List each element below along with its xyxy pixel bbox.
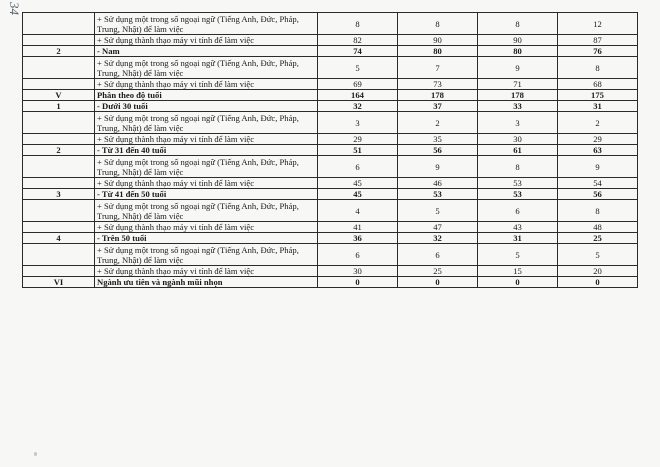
stt-cell — [23, 13, 95, 35]
stt-cell: 1 — [23, 101, 95, 112]
label-cell: + Sử dụng một trong số ngoại ngữ (Tiếng Anh, Đức, Pháp, Trung, Nhật) để làm việc — [95, 156, 318, 178]
stt-cell: 3 — [23, 189, 95, 200]
value-cell-2: 178 — [398, 90, 478, 101]
table-row-heading — [23, 145, 638, 156]
stt-cell: 4 — [23, 233, 95, 244]
value-cell-2: 90 — [398, 35, 478, 46]
value-cell-1: 6 — [318, 156, 398, 178]
table-row — [23, 134, 638, 145]
value-cell-1: 82 — [318, 35, 398, 46]
value-cell-3: 53 — [478, 189, 558, 200]
value-cell-4: 87 — [558, 35, 638, 46]
table-row — [23, 57, 638, 79]
value-cell-3: 8 — [478, 13, 558, 35]
value-cell-2: 25 — [398, 266, 478, 277]
label-cell: Ngành ưu tiên và ngành mũi nhọn — [95, 277, 318, 288]
value-cell-1: 69 — [318, 79, 398, 90]
label-cell: + Sử dụng một trong số ngoại ngữ (Tiếng Anh, Đức, Pháp, Trung, Nhật) để làm việc — [95, 200, 318, 222]
value-cell-3: 61 — [478, 145, 558, 156]
value-cell-4: 56 — [558, 189, 638, 200]
stt-cell: 2 — [23, 145, 95, 156]
value-cell-4: 31 — [558, 101, 638, 112]
table-row — [23, 244, 638, 266]
value-cell-3: 8 — [478, 156, 558, 178]
value-cell-1: 74 — [318, 46, 398, 57]
stt-cell — [23, 156, 95, 178]
value-cell-2: 56 — [398, 145, 478, 156]
value-cell-3: 33 — [478, 101, 558, 112]
value-cell-2: 8 — [398, 13, 478, 35]
value-cell-4: 25 — [558, 233, 638, 244]
table-row-heading — [23, 46, 638, 57]
value-cell-3: 6 — [478, 200, 558, 222]
value-cell-1: 45 — [318, 189, 398, 200]
value-cell-1: 36 — [318, 233, 398, 244]
value-cell-3: 53 — [478, 178, 558, 189]
value-cell-1: 3 — [318, 112, 398, 134]
table-row — [23, 178, 638, 189]
value-cell-3: 31 — [478, 233, 558, 244]
value-cell-3: 15 — [478, 266, 558, 277]
value-cell-3: 3 — [478, 112, 558, 134]
table-row — [23, 35, 638, 46]
label-cell: + Sử dụng thành thạo máy vi tính để làm việc — [95, 266, 318, 277]
value-cell-1: 32 — [318, 101, 398, 112]
value-cell-2: 7 — [398, 57, 478, 79]
value-cell-4: 20 — [558, 266, 638, 277]
stt-cell — [23, 35, 95, 46]
value-cell-1: 164 — [318, 90, 398, 101]
value-cell-2: 53 — [398, 189, 478, 200]
value-cell-3: 71 — [478, 79, 558, 90]
value-cell-4: 0 — [558, 277, 638, 288]
stt-cell: V — [23, 90, 95, 101]
value-cell-3: 90 — [478, 35, 558, 46]
label-cell: + Sử dụng một trong số ngoại ngữ (Tiếng Anh, Đức, Pháp, Trung, Nhật) để làm việc — [95, 13, 318, 35]
table-row — [23, 79, 638, 90]
value-cell-2: 9 — [398, 156, 478, 178]
value-cell-2: 47 — [398, 222, 478, 233]
value-cell-4: 5 — [558, 244, 638, 266]
label-cell: - Từ 41 đến 50 tuổi — [95, 189, 318, 200]
value-cell-4: 29 — [558, 134, 638, 145]
label-cell: + Sử dụng thành thạo máy vi tính để làm việc — [95, 178, 318, 189]
stt-cell — [23, 57, 95, 79]
value-cell-2: 46 — [398, 178, 478, 189]
label-cell: + Sử dụng thành thạo máy vi tính để làm việc — [95, 35, 318, 46]
value-cell-3: 43 — [478, 222, 558, 233]
value-cell-4: 8 — [558, 200, 638, 222]
value-cell-1: 45 — [318, 178, 398, 189]
value-cell-3: 178 — [478, 90, 558, 101]
label-cell: + Sử dụng một trong số ngoại ngữ (Tiếng Anh, Đức, Pháp, Trung, Nhật) để làm việc — [95, 112, 318, 134]
value-cell-4: 8 — [558, 57, 638, 79]
stt-cell — [23, 222, 95, 233]
value-cell-2: 73 — [398, 79, 478, 90]
stt-cell — [23, 79, 95, 90]
label-cell: + Sử dụng một trong số ngoại ngữ (Tiếng Anh, Đức, Pháp, Trung, Nhật) để làm việc — [95, 57, 318, 79]
value-cell-4: 76 — [558, 46, 638, 57]
value-cell-4: 2 — [558, 112, 638, 134]
table-row — [23, 200, 638, 222]
value-cell-2: 5 — [398, 200, 478, 222]
label-cell: + Sử dụng thành thạo máy vi tính để làm việc — [95, 222, 318, 233]
value-cell-4: 63 — [558, 145, 638, 156]
table-row-heading — [23, 189, 638, 200]
value-cell-4: 68 — [558, 79, 638, 90]
stt-cell — [23, 200, 95, 222]
label-cell: Phân theo độ tuổi — [95, 90, 318, 101]
value-cell-2: 2 — [398, 112, 478, 134]
label-cell: - Nam — [95, 46, 318, 57]
value-cell-1: 8 — [318, 13, 398, 35]
value-cell-2: 32 — [398, 233, 478, 244]
value-cell-3: 30 — [478, 134, 558, 145]
value-cell-3: 5 — [478, 244, 558, 266]
scan-speck — [34, 452, 37, 456]
value-cell-3: 80 — [478, 46, 558, 57]
value-cell-1: 5 — [318, 57, 398, 79]
value-cell-2: 37 — [398, 101, 478, 112]
stt-cell: 2 — [23, 46, 95, 57]
value-cell-4: 9 — [558, 156, 638, 178]
table-row-heading — [23, 233, 638, 244]
value-cell-1: 4 — [318, 200, 398, 222]
stt-cell: VI — [23, 277, 95, 288]
value-cell-2: 35 — [398, 134, 478, 145]
label-cell: - Trên 50 tuổi — [95, 233, 318, 244]
table-row — [23, 13, 638, 35]
value-cell-4: 48 — [558, 222, 638, 233]
table-row-heading — [23, 277, 638, 288]
value-cell-4: 12 — [558, 13, 638, 35]
value-cell-2: 80 — [398, 46, 478, 57]
label-cell: - Từ 31 đến 40 tuổi — [95, 145, 318, 156]
stt-cell — [23, 178, 95, 189]
value-cell-3: 0 — [478, 277, 558, 288]
value-cell-4: 175 — [558, 90, 638, 101]
label-cell: + Sử dụng thành thạo máy vi tính để làm việc — [95, 134, 318, 145]
table-row-heading — [23, 101, 638, 112]
value-cell-1: 30 — [318, 266, 398, 277]
table-row — [23, 222, 638, 233]
statistics-table — [22, 12, 638, 288]
value-cell-4: 54 — [558, 178, 638, 189]
table-row-heading — [23, 90, 638, 101]
stt-cell — [23, 266, 95, 277]
page-number-mark: 34 — [7, 2, 22, 15]
value-cell-2: 6 — [398, 244, 478, 266]
table-row — [23, 266, 638, 277]
value-cell-1: 51 — [318, 145, 398, 156]
table-row — [23, 156, 638, 178]
label-cell: + Sử dụng thành thạo máy vi tính để làm việc — [95, 79, 318, 90]
label-cell: + Sử dụng một trong số ngoại ngữ (Tiếng Anh, Đức, Pháp, Trung, Nhật) để làm việc — [95, 244, 318, 266]
stt-cell — [23, 244, 95, 266]
value-cell-1: 0 — [318, 277, 398, 288]
value-cell-1: 6 — [318, 244, 398, 266]
stt-cell — [23, 134, 95, 145]
label-cell: - Dưới 30 tuổi — [95, 101, 318, 112]
stt-cell — [23, 112, 95, 134]
value-cell-1: 29 — [318, 134, 398, 145]
table-row — [23, 112, 638, 134]
value-cell-2: 0 — [398, 277, 478, 288]
value-cell-1: 41 — [318, 222, 398, 233]
table-body — [23, 13, 638, 288]
value-cell-3: 9 — [478, 57, 558, 79]
